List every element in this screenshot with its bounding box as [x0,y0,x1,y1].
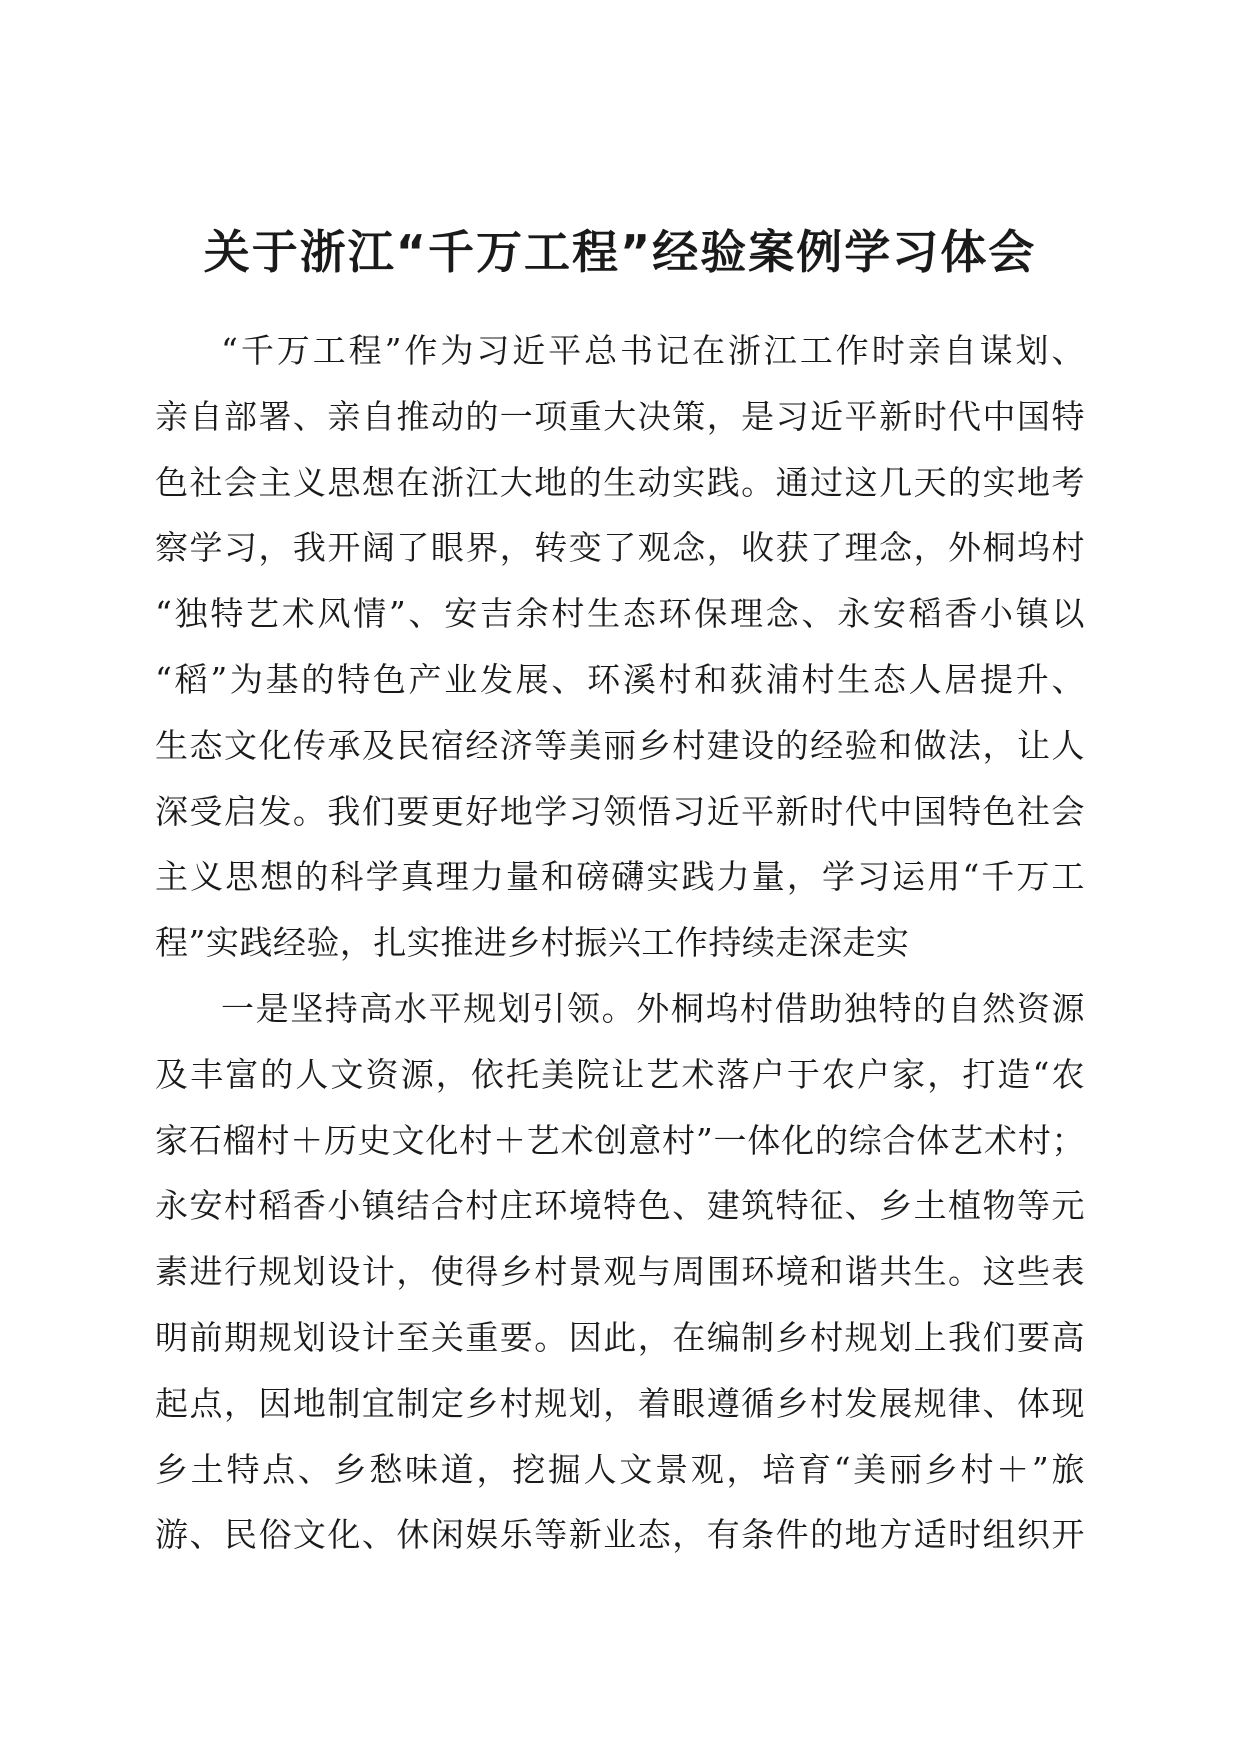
text-line: 程”实践经验，扎实推进乡村振兴工作持续走深走实 [155,923,910,963]
text-line: 深受启发。我们要更好地学习领悟习近平新时代中国特色社会 [155,791,1085,831]
text-line: 一是坚持高水平规划引领。外桐坞村借助独特的自然资源 [221,988,1085,1028]
text-line: 起点，因地制宜制定乡村规划，着眼遵循乡村发展规律、体现 [155,1383,1085,1423]
text-line: 亲自部署、亲自推动的一项重大决策，是习近平新时代中国特 [155,396,1085,436]
text-line: 察学习，我开阔了眼界，转变了观念，收获了理念，外桐坞村 [155,528,1085,568]
paragraph-intro [155,318,1085,976]
text-line: 乡土特点、乡愁味道，挖掘人文景观，培育“美丽乡村＋”旅 [155,1449,1085,1489]
text-line: 明前期规划设计至关重要。因此，在编制乡村规划上我们要高 [155,1317,1085,1357]
document-body [155,318,1085,1568]
text-line: 素进行规划设计，使得乡村景观与周围环境和谐共生。这些表 [155,1252,1085,1292]
text-line: “稻”为基的特色产业发展、环溪村和荻浦村生态人居提升、 [155,659,1085,699]
document-title: 关于浙江“千万工程”经验案例学习体会 [203,225,1037,279]
text-line: 游、民俗文化、休闲娱乐等新业态，有条件的地方适时组织开 [155,1515,1085,1555]
paragraph-planning [155,976,1085,1568]
text-line: 永安村稻香小镇结合村庄环境特色、建筑特征、乡土植物等元 [155,1186,1085,1226]
text-line: 色社会主义思想在浙江大地的生动实践。通过这几天的实地考 [155,462,1085,502]
text-line: 主义思想的科学真理力量和磅礴实践力量，学习运用“千万工 [155,857,1085,897]
text-line: “千万工程”作为习近平总书记在浙江工作时亲自谋划、 [221,331,1085,370]
text-line: “独特艺术风情”、安吉余村生态环保理念、永安稻香小镇以 [155,594,1085,634]
text-line: 生态文化传承及民宿经济等美丽乡村建设的经验和做法，让人 [155,725,1085,765]
text-line: 及丰富的人文资源，依托美院让艺术落户于农户家，打造“农 [155,1054,1085,1094]
text-line: 家石榴村＋历史文化村＋艺术创意村”一体化的综合体艺术村； [155,1120,1085,1160]
